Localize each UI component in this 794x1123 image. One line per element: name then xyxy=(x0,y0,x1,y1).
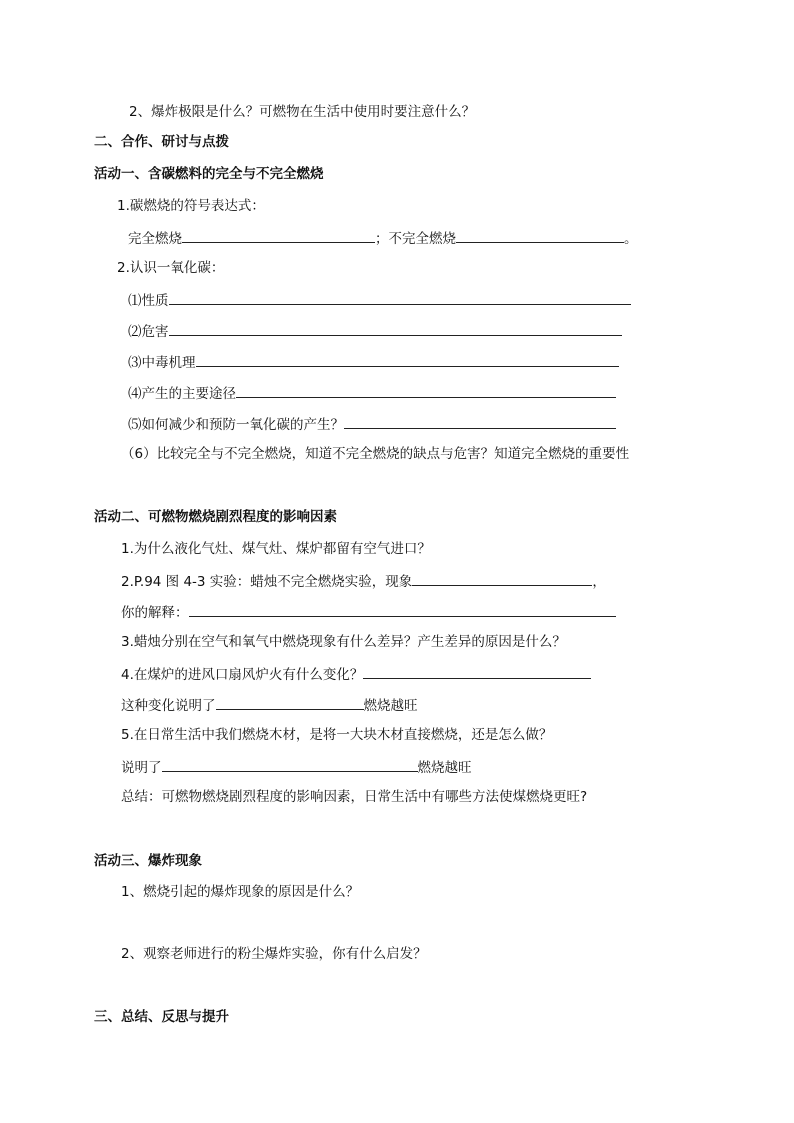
question-explosion-limit: 2、爆炸极限是什么？可燃物在生活中使用时要注意什么？ xyxy=(129,104,476,120)
explanation-line: 你的解释： xyxy=(121,602,616,622)
section-heading-cooperation: 二、合作、研讨与点拨 xyxy=(94,134,229,150)
answer-blank[interactable] xyxy=(412,571,592,586)
co-poisoning-line: ⑶中毒机理 xyxy=(128,352,619,372)
answer-blank[interactable] xyxy=(169,290,631,305)
answer-blank[interactable] xyxy=(189,602,616,617)
co-source-line: ⑷产生的主要途径 xyxy=(128,383,616,403)
answer-blank[interactable] xyxy=(162,757,418,772)
activity1-title: 活动一、含碳燃料的完全与不完全燃烧 xyxy=(94,166,324,182)
co-intro-label: 2.认识一氧化碳： xyxy=(117,260,225,276)
co-hazard-line: ⑵危害 xyxy=(128,321,622,341)
air-inlet-question: 1.为什么液化气灶、煤气灶、煤炉都留有空气进口？ xyxy=(121,541,431,557)
activity3-title: 活动三、爆炸现象 xyxy=(94,853,202,869)
dust-explosion-question: 2、观察老师进行的粉尘爆炸实验，你有什么启发？ xyxy=(121,946,427,962)
answer-blank[interactable] xyxy=(169,321,622,336)
wood-burning-question: 5.在日常生活中我们燃烧木材，是将一大块木材直接燃烧，还是怎么做？ xyxy=(121,727,553,743)
complete-combustion-line: 完全燃烧 ；不完全燃烧 。 xyxy=(128,228,638,248)
answer-blank[interactable] xyxy=(236,383,616,398)
change-explains-line: 这种变化说明了 燃烧越旺 xyxy=(121,695,418,715)
explosion-cause-question: 1、燃烧引起的爆炸现象的原因是什么？ xyxy=(121,884,360,900)
compare-combustion: （6）比较完全与不完全燃烧，知道不完全燃烧的缺点与危害？知道完全燃烧的重要性 xyxy=(121,446,630,462)
activity2-title: 活动二、可燃物燃烧剧烈程度的影响因素 xyxy=(94,509,337,525)
answer-blank[interactable] xyxy=(363,664,591,679)
carbon-equation-label: 1.碳燃烧的符号表达式： xyxy=(117,198,265,214)
answer-blank[interactable] xyxy=(182,228,375,243)
complete-combustion-label: 完全燃烧 xyxy=(128,231,182,247)
section-heading-summary: 三、总结、反思与提升 xyxy=(94,1009,229,1025)
candle-experiment-line: 2.P.94 图 4-3 实验：蜡烛不完全燃烧实验，现象 ， xyxy=(121,571,606,591)
candle-oxygen-question: 3.蜡烛分别在空气和氧气中燃烧现象有什么差异？产生差异的原因是什么？ xyxy=(121,634,566,650)
answer-blank[interactable] xyxy=(216,695,364,710)
wood-explains-line: 说明了 燃烧越旺 xyxy=(121,757,472,777)
co-prevention-line: ⑸如何减少和预防一氧化碳的产生？ xyxy=(128,414,616,434)
answer-blank[interactable] xyxy=(456,228,624,243)
co-property-line: ⑴性质 xyxy=(128,290,631,310)
stove-fan-line: 4.在煤炉的进风口扇风炉火有什么变化？ xyxy=(121,664,591,684)
incomplete-combustion-label: ；不完全燃烧 xyxy=(375,231,456,247)
summary-question: 总结：可燃物燃烧剧烈程度的影响因素，日常生活中有哪些方法使煤燃烧更旺? xyxy=(121,789,588,805)
answer-blank[interactable] xyxy=(344,414,616,429)
answer-blank[interactable] xyxy=(196,352,619,367)
